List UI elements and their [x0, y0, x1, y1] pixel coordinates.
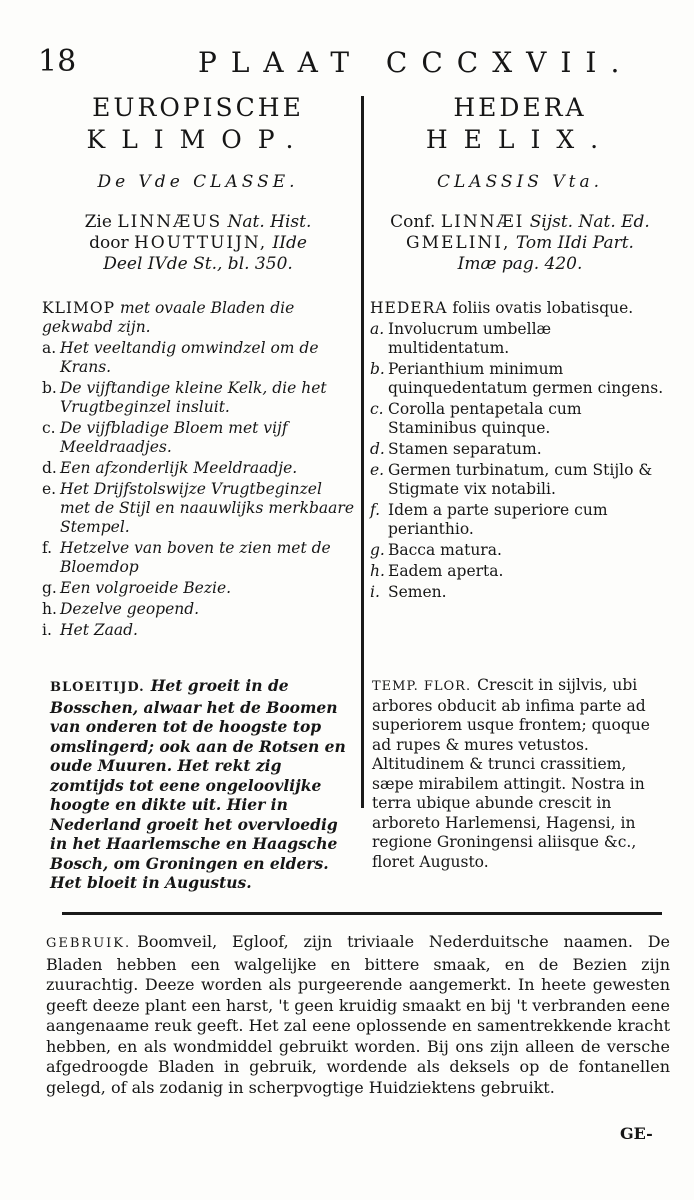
ref-prefix-2: door: [89, 233, 129, 253]
list-item: f. Idem a parte superiore cum perianthio.: [370, 501, 608, 538]
ref-translator: HOUTTUIJN,: [133, 233, 268, 253]
latin-intro: [370, 299, 670, 318]
latin-flowering-paragraph: [372, 676, 670, 872]
ref-author: LINNÆUS: [117, 212, 223, 232]
ref-work: Sijst. Nat. Ed.: [529, 212, 650, 232]
latin-column: [370, 92, 670, 602]
ref-author: LINNÆI: [440, 212, 525, 232]
list-item: i. Semen.: [370, 583, 447, 601]
catchword: GE-: [620, 1124, 653, 1143]
plate-title: PLAAT CCCXVII.: [198, 46, 634, 79]
horizontal-rule: [62, 912, 662, 915]
latin-description: [370, 299, 670, 602]
dutch-column: [42, 92, 354, 640]
latin-reference: [370, 212, 670, 275]
list-item: h. Eadem aperta.: [370, 562, 504, 580]
list-item: c. De vijfbladige Bloem met vijf Meeldraadjes.: [42, 419, 288, 456]
ref-volume: Deel IVde St., bl. 350.: [103, 254, 293, 274]
dutch-intro-text: met ovaale Bladen die gekwabd zijn.: [42, 299, 295, 336]
list-item: b. De vijftandige kleine Kelk, die het Vrugtbeginzel insluit.: [42, 379, 327, 416]
latin-flowering-text: Crescit in sijlvis, ubi arbores obducit ab infima parte ad superiorem usque frontem; quoque ad rupes & mures vetustos. Altitudinem & trunci crassitiem, sæpe mirabilem attingit. Nostra in terra ubique abunde crescit in arboreto Harlemensi, Hagensi, in regione Groningensi aliisque &c., floret Augusto.: [372, 676, 650, 871]
ref-prefix: Zie: [84, 212, 112, 232]
dutch-title-line1: EUROPISCHE: [92, 93, 304, 122]
usage-paragraph: [46, 932, 670, 1098]
list-item: f. Hetzelve van boven te zien met de Bloemdop: [42, 539, 331, 576]
dutch-flowering-label: BLOEITIJD.: [50, 680, 145, 695]
list-item: g. Een volgroeide Bezie.: [42, 579, 232, 597]
latin-title-line2: HELIX.: [425, 125, 615, 154]
list-item: a. Involucrum umbellæ multidentatum.: [370, 320, 552, 357]
ref-work: Nat. Hist.: [227, 212, 312, 232]
usage-text: Boomveil, Egloof, zijn triviaale Nederduitsche naamen. De Bladen hebben een walgelijke en bittere smaak, en de Bezien zijn zuurachtig. Deeze worden als purgeerende aangemerkt. In heete gewesten geeft deeze plant een harst, 't geen kruidig smaakt en bij 't verbranden eene aangenaame reuk geeft. Het zal eene oplossende en samentrekkende kracht hebben, en als wondmiddel gebruikt worden. Bij ons zijn alleen de versche afgedroogde Bladen in gebruik, wordende als deksels op de fontanellen gelegd, of als zodanig in scherpvogtige Huidziektens gebruikt.: [46, 932, 670, 1097]
list-item: e. Germen turbinatum, cum Stijlo & Stigmate vix notabili.: [370, 461, 653, 498]
ref-part: Tom IIdi Part.: [515, 233, 634, 253]
dutch-reference: [42, 212, 354, 275]
list-item: h. Dezelve geopend.: [42, 600, 200, 618]
dutch-title-line2: KLIMOP.: [86, 125, 310, 154]
list-item: a. Het veeltandig omwindzel om de Krans.: [42, 339, 319, 376]
list-item: g. Bacca matura.: [370, 541, 502, 559]
column-divider: [361, 96, 364, 808]
dutch-description: [42, 299, 354, 640]
ref-page: Imæ pag. 420.: [457, 254, 583, 274]
list-item: e. Het Drijfstolswijze Vrugtbeginzel met de Stijl en naauwlijks merkbaare Stempel.: [42, 480, 354, 536]
list-item: d. Stamen separatum.: [370, 440, 542, 458]
latin-flowering-label: TEMP. FLOR.: [372, 679, 472, 694]
latin-title-line1: HEDERA: [453, 93, 587, 122]
list-item: c. Corolla pentapetala cum Staminibus quinque.: [370, 400, 582, 437]
dutch-flowering-text: Het groeit in de Bosschen, alwaar het de Boomen van onderen tot de hoogste top omslingerd; ook aan de Rotsen en oude Muuren. Het rekt zig zomtijds tot eene ongeloovlijke hoogte en dikte uit. Hier in Nederland groeit het overvloedig in het Haarlemsche en Haagsche Bosch, om Groningen en elders. Het bloeit in Augustus.: [50, 676, 346, 892]
dutch-intro-caps: KLIMOP: [42, 299, 116, 317]
ref-part: IIde: [272, 233, 307, 253]
dutch-class-line: De Vde CLASSE.: [97, 172, 299, 192]
list-item: i. Het Zaad.: [42, 621, 138, 639]
usage-label: GEBRUIK.: [46, 936, 132, 951]
page-header: [30, 42, 670, 82]
latin-intro-caps: HEDERA: [370, 299, 448, 317]
dutch-flowering-paragraph: [50, 676, 354, 893]
list-item: d. Een afzonderlijk Meeldraadje.: [42, 459, 298, 477]
latin-intro-text: foliis ovatis lobatisque.: [452, 299, 634, 317]
dutch-intro: [42, 299, 354, 337]
ref-prefix: Conf.: [390, 212, 436, 232]
latin-class-line: CLASSIS Vta.: [437, 172, 603, 192]
list-item: b. Perianthium minimum quinquedentatum germen cingens.: [370, 360, 664, 397]
ref-editor: GMELINI,: [406, 233, 511, 253]
page-number: 18: [38, 44, 77, 79]
